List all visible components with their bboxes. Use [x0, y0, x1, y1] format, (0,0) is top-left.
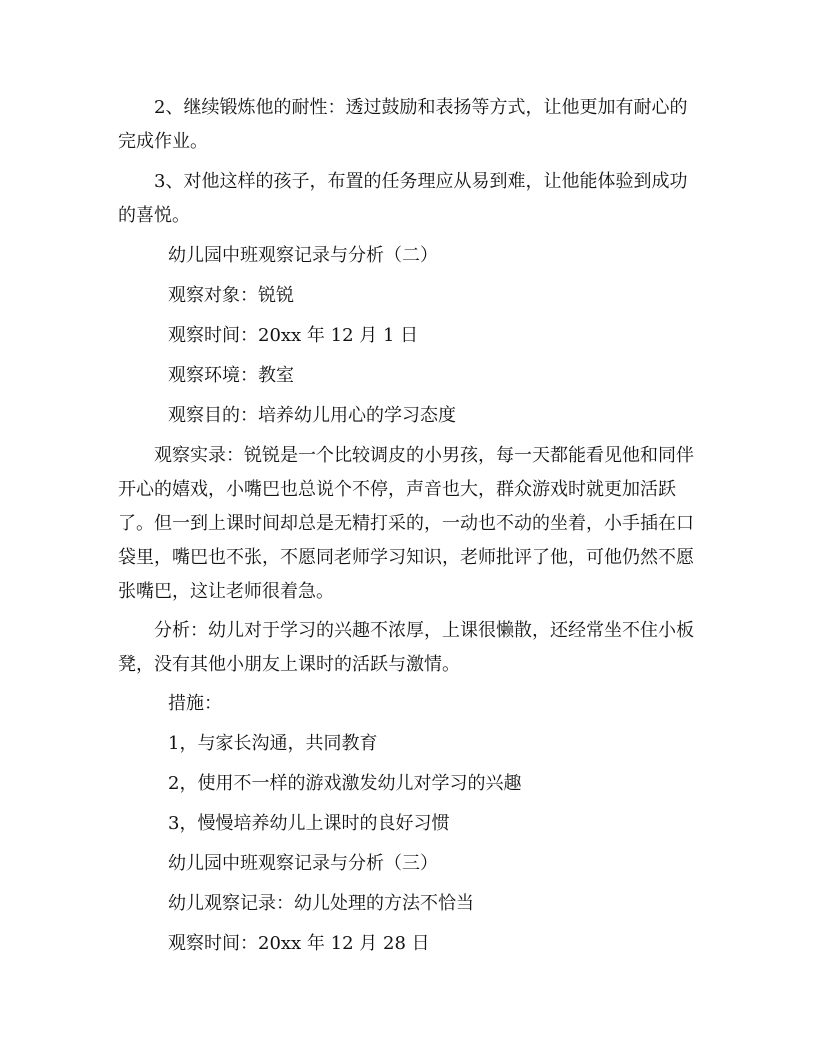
document-body — [118, 91, 696, 967]
section-title-2: 幼儿园中班观察记录与分析（二） — [168, 245, 438, 266]
observation-purpose: 观察目的：培养幼儿用心的学习态度 — [168, 405, 456, 426]
paragraph-measure-3: 3、对他这样的孩子，布置的任务理应从易到难，让他能体验到成功的喜悦。 — [118, 171, 688, 226]
measure-item-3: 3，慢慢培养幼儿上课时的良好习惯 — [168, 813, 450, 834]
section-title-3: 幼儿园中班观察记录与分析（三） — [168, 853, 438, 874]
analysis-paragraph: 分析：幼儿对于学习的兴趣不浓厚，上课很懒散，还经常坐不住小板凳，没有其他小朋友上课时的活跃与激情。 — [118, 620, 694, 675]
observation-time-2: 观察时间：20xx 年 12 月 1 日 — [168, 325, 419, 346]
paragraph-measure-2: 2、继续锻炼他的耐性：透过鼓励和表扬等方式，让他更加有耐心的完成作业。 — [118, 97, 688, 152]
measures-label: 措施： — [168, 693, 222, 714]
observation-environment: 观察环境：教室 — [168, 365, 294, 386]
observation-time-3: 观察时间：20xx 年 12 月 28 日 — [168, 933, 430, 954]
measure-item-1: 1，与家长沟通，共同教育 — [168, 733, 378, 754]
observation-object: 观察对象：锐锐 — [168, 285, 294, 306]
observation-record-3: 幼儿观察记录：幼儿处理的方法不恰当 — [168, 893, 474, 914]
observation-record: 观察实录：锐锐是一个比较调皮的小男孩，每一天都能看见他和同伴开心的嬉戏，小嘴巴也总说个不停，声音也大，群众游戏时就更加活跃了。但一到上课时间却总是无精打采的，一动也不动的坐着，小手插在口袋里，嘴巴也不张，不愿同老师学习知识，老师批评了他，可他仍然不愿张嘴巴，这让老师很着急。 — [118, 445, 694, 602]
measure-item-2: 2，使用不一样的游戏激发幼儿对学习的兴趣 — [168, 773, 522, 794]
